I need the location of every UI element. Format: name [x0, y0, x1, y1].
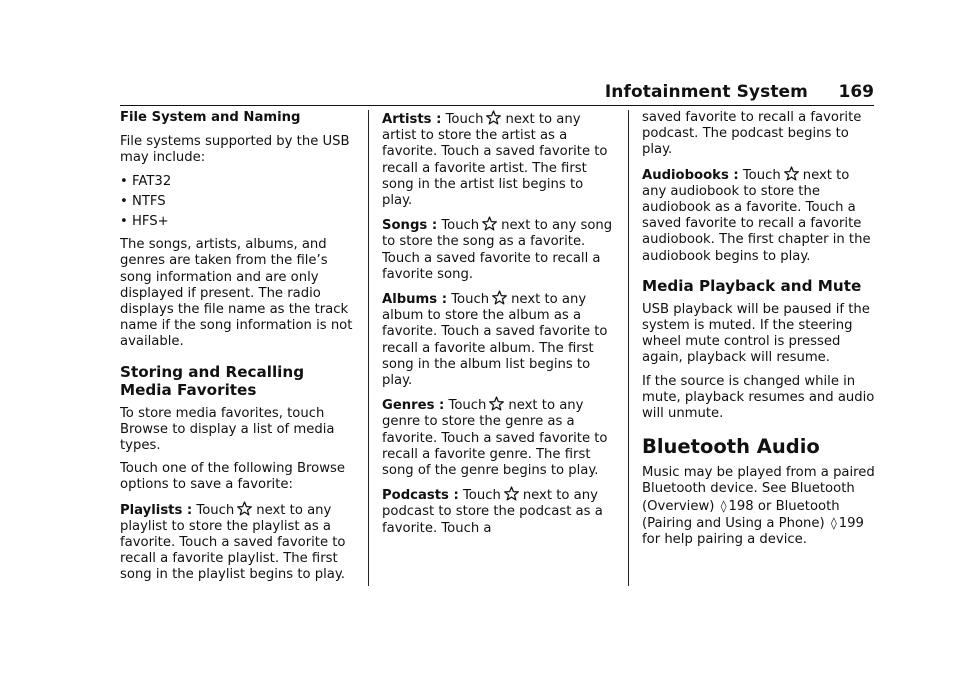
column-divider-2: [628, 110, 629, 586]
audiobooks-term: Audiobooks :: [642, 167, 739, 183]
mute-paragraph-2: If the source is changed while in mute, playback resumes and audio will unmute.: [642, 373, 875, 422]
list-item: • HFS+: [120, 214, 169, 230]
page-number: 169: [838, 82, 874, 102]
podcasts-continued: saved favorite to recall a favorite podcast. The podcast begins to play.: [642, 110, 862, 158]
songs-entry: Songs : Touch next to any song to store the song as a favorite. Touch a saved favorite to recall a favorite song.: [382, 218, 613, 282]
genres-entry: Genres : Touch next to any genre to store the genre as a favorite. Touch a saved favorite to recall a favorite genre. The first song of the genre begins to play.: [382, 398, 608, 479]
star-outline-icon: [783, 166, 800, 181]
page-ref-1[interactable]: 198: [728, 498, 754, 514]
star-outline-icon: [236, 501, 253, 516]
cross-reference-icon: ◊: [720, 498, 727, 513]
mute-paragraph-1: USB playback will be paused if the system is muted. If the steering wheel mute control is pressed again, playback will resume.: [642, 301, 870, 366]
column-divider-1: [368, 110, 369, 586]
favorites-heading: Storing and Recalling Media Favorites: [120, 362, 305, 399]
star-outline-icon: [488, 396, 505, 411]
list-item: • FAT32: [120, 173, 172, 189]
star-outline-icon: [503, 486, 520, 501]
section-title: Infotainment System: [604, 82, 808, 102]
bluetooth-paragraph: Music may be played from a paired Bluetooth device. See Bluetooth (Overview) ◊ 198 or Bluetooth (Pairing and Using a Phone) ◊ 199 for help pairing a device.: [642, 465, 875, 548]
favorites-intro: To store media favorites, touch Browse to display a list of media types.: [120, 405, 335, 454]
file-system-heading: File System and Naming: [120, 110, 301, 125]
bullet: •: [120, 193, 128, 209]
podcasts-term: Podcasts :: [382, 488, 459, 504]
star-outline-icon: [491, 290, 508, 305]
bullet: •: [120, 173, 128, 189]
audiobooks-entry: Audiobooks : Touch next to any audiobook to store the audiobook as a favorite. Touch a saved favorite to recall a favorite audiobook. The first chapter in the audiobook begins to play.: [642, 167, 871, 264]
albums-entry: Albums : Touch next to any album to store the album as a favorite. Touch a saved favorite to recall a favorite album. The first song in the album list begins to play.: [382, 292, 608, 389]
list-item: • NTFS: [120, 193, 166, 209]
file-system-intro: File systems supported by the USB may include:: [120, 134, 350, 166]
page-header: [120, 78, 874, 106]
mute-heading: Media Playback and Mute: [642, 276, 862, 295]
songs-term: Songs :: [382, 218, 438, 234]
star-outline-icon: [485, 110, 502, 125]
playlists-entry: Playlists : Touch next to any playlist to store the playlist as a favorite. Touch a saved favorite to recall a favorite playlist. The first song in the playlist begins to play.: [120, 502, 346, 583]
favorites-options: Touch one of the following Browse options to save a favorite:: [120, 461, 346, 493]
page-ref-2[interactable]: 199: [838, 515, 864, 531]
star-outline-icon: [481, 216, 498, 231]
header-rule: [120, 105, 874, 106]
bullet: •: [120, 214, 128, 230]
artists-term: Artists :: [382, 112, 442, 127]
genres-term: Genres :: [382, 398, 445, 414]
column-3: [642, 110, 876, 555]
column-1: [120, 110, 354, 591]
column-2: [382, 110, 616, 544]
bluetooth-audio-heading: Bluetooth Audio: [642, 435, 820, 459]
albums-term: Albums :: [382, 292, 448, 308]
song-tags-paragraph: The songs, artists, albums, and genres are taken from the file’s song information and are only displayed if present. The radio displays the file name as the track name if the song information is not available.: [120, 237, 353, 350]
artists-entry: Artists : Touch next to any artist to store the artist as a favorite. Touch a saved favorite to recall a favorite artist. The first song in the artist list begins to play.: [382, 112, 608, 209]
cross-reference-icon: ◊: [830, 515, 837, 530]
file-system-list: [120, 174, 354, 231]
playlists-term: Playlists :: [120, 502, 193, 518]
podcasts-entry: Podcasts : Touch next to any podcast to store the podcast as a favorite. Touch a: [382, 488, 603, 536]
